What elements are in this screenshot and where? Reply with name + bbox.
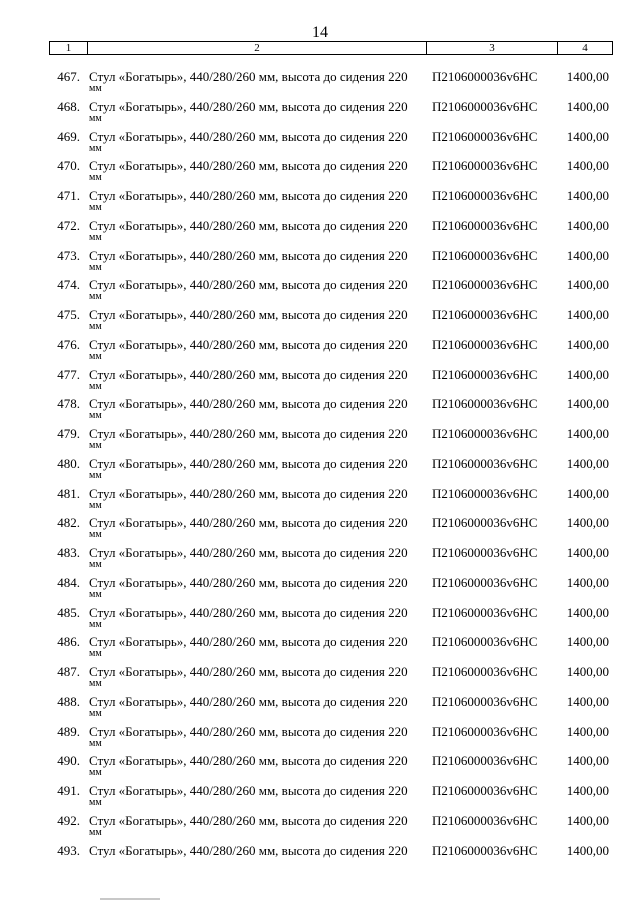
page-number: 14 — [312, 24, 328, 41]
item-name-continuation: мм — [89, 410, 102, 422]
item-price: 1400,00 — [566, 634, 609, 650]
row-number: 467. — [57, 69, 80, 84]
row-number: 468. — [57, 98, 80, 114]
column-header-1: 1 — [65, 42, 72, 54]
table-row — [0, 278, 640, 308]
row-number: 491. — [57, 783, 80, 798]
row-number: 473. — [57, 247, 80, 263]
item-name: Стул «Богатырь», 440/280/260 мм, высота до сидения 220 — [89, 693, 408, 709]
item-code: П2106000036v6НС — [432, 545, 538, 560]
item-name: Стул «Богатырь», 440/280/260 мм, высота до сидения 220 — [89, 336, 408, 352]
item-name-continuation: мм — [89, 261, 102, 273]
item-name-continuation: мм — [89, 588, 102, 600]
item-name: Стул «Богатырь», 440/280/260 мм, высота до сидения 220 — [89, 69, 408, 84]
item-price: 1400,00 — [566, 69, 609, 84]
row-number: 484. — [57, 574, 80, 590]
item-code: П2106000036v6НС — [432, 366, 538, 382]
row-number: 478. — [57, 396, 80, 412]
item-price: 1400,00 — [566, 366, 609, 382]
item-name: Стул «Богатырь», 440/280/260 мм, высота до сидения 220 — [89, 128, 408, 144]
item-price: 1400,00 — [566, 604, 609, 620]
item-name: Стул «Богатырь», 440/280/260 мм, высота до сидения 220 — [89, 515, 408, 531]
row-number: 483. — [57, 545, 80, 560]
item-price: 1400,00 — [566, 426, 609, 441]
item-code: П2106000036v6НС — [432, 247, 538, 263]
item-price: 1400,00 — [566, 812, 609, 828]
item-price: 1400,00 — [566, 188, 609, 203]
item-name: Стул «Богатырь», 440/280/260 мм, высота до сидения 220 — [89, 812, 408, 828]
item-name-continuation: мм — [89, 112, 102, 124]
table-row — [0, 576, 640, 606]
table-row — [0, 516, 640, 546]
table-row — [0, 754, 640, 784]
item-name: Стул «Богатырь», 440/280/260 мм, высота до сидения 220 — [89, 396, 408, 412]
item-code: П2106000036v6НС — [432, 277, 538, 293]
item-name: Стул «Богатырь», 440/280/260 мм, высота до сидения 220 — [89, 188, 408, 203]
item-code: П2106000036v6НС — [432, 307, 538, 322]
table-row — [0, 368, 640, 398]
item-name-continuation: мм — [89, 469, 102, 481]
table-row — [0, 725, 640, 755]
item-price: 1400,00 — [566, 842, 609, 858]
table-header — [49, 41, 613, 55]
item-name: Стул «Богатырь», 440/280/260 мм, высота до сидения 220 — [89, 664, 408, 679]
item-name: Стул «Богатырь», 440/280/260 мм, высота до сидения 220 — [89, 426, 408, 441]
row-number: 490. — [57, 753, 80, 769]
table-body — [0, 70, 640, 873]
row-number: 477. — [57, 366, 80, 382]
row-number: 472. — [57, 217, 80, 233]
item-code: П2106000036v6НС — [432, 842, 538, 858]
row-number: 481. — [57, 485, 80, 501]
row-number: 492. — [57, 812, 80, 828]
item-name-continuation: мм — [89, 648, 102, 660]
item-name: Стул «Богатырь», 440/280/260 мм, высота до сидения 220 — [89, 723, 408, 739]
table-row — [0, 814, 640, 844]
row-number: 469. — [57, 128, 80, 144]
item-price: 1400,00 — [566, 693, 609, 709]
item-code: П2106000036v6НС — [432, 336, 538, 352]
item-code: П2106000036v6НС — [432, 158, 538, 174]
table-row — [0, 338, 640, 368]
item-name: Стул «Богатырь», 440/280/260 мм, высота до сидения 220 — [89, 574, 408, 590]
item-name-continuation: мм — [89, 737, 102, 749]
item-name-continuation: мм — [89, 202, 102, 213]
row-number: 480. — [57, 455, 80, 471]
item-name: Стул «Богатырь», 440/280/260 мм, высота до сидения 220 — [89, 783, 408, 798]
item-price: 1400,00 — [566, 485, 609, 501]
item-price: 1400,00 — [566, 336, 609, 352]
item-code: П2106000036v6НС — [432, 753, 538, 769]
item-name: Стул «Богатырь», 440/280/260 мм, высота до сидения 220 — [89, 604, 408, 620]
row-number: 471. — [57, 188, 80, 203]
item-name: Стул «Богатырь», 440/280/260 мм, высота до сидения 220 — [89, 98, 408, 114]
item-name-continuation: мм — [89, 559, 102, 570]
item-code: П2106000036v6НС — [432, 783, 538, 798]
item-name-continuation: мм — [89, 707, 102, 719]
table-row — [0, 308, 640, 338]
table-row — [0, 695, 640, 725]
item-name-continuation: мм — [89, 142, 102, 154]
item-name-continuation: мм — [89, 797, 102, 808]
item-name-continuation: мм — [89, 440, 102, 451]
row-number: 475. — [57, 307, 80, 322]
table-row — [0, 397, 640, 427]
row-number: 476. — [57, 336, 80, 352]
item-name: Стул «Богатырь», 440/280/260 мм, высота до сидения 220 — [89, 307, 408, 322]
item-price: 1400,00 — [566, 307, 609, 322]
item-name-continuation: мм — [89, 291, 102, 303]
table-row — [0, 784, 640, 814]
item-price: 1400,00 — [566, 277, 609, 293]
row-number: 487. — [57, 664, 80, 679]
column-header-2: 2 — [254, 42, 260, 54]
item-code: П2106000036v6НС — [432, 396, 538, 412]
item-name-continuation: мм — [89, 172, 102, 184]
item-name-continuation: мм — [89, 618, 102, 630]
item-name-continuation: мм — [89, 826, 102, 838]
item-name: Стул «Богатырь», 440/280/260 мм, высота до сидения 220 — [89, 753, 408, 769]
table-row — [0, 635, 640, 665]
row-number: 488. — [57, 693, 80, 709]
item-price: 1400,00 — [566, 574, 609, 590]
item-code: П2106000036v6НС — [432, 664, 538, 679]
item-name-continuation: мм — [89, 83, 102, 94]
item-code: П2106000036v6НС — [432, 217, 538, 233]
table-row — [0, 427, 640, 457]
row-number: 479. — [57, 426, 80, 441]
item-price: 1400,00 — [566, 664, 609, 679]
item-price: 1400,00 — [566, 753, 609, 769]
item-code: П2106000036v6НС — [432, 604, 538, 620]
item-code: П2106000036v6НС — [432, 188, 538, 203]
item-name-continuation: мм — [89, 767, 102, 779]
table-row — [0, 130, 640, 160]
item-price: 1400,00 — [566, 396, 609, 412]
scan-artifact — [100, 898, 160, 900]
item-name: Стул «Богатырь», 440/280/260 мм, высота до сидения 220 — [89, 277, 408, 293]
row-number: 485. — [57, 604, 80, 620]
item-code: П2106000036v6НС — [432, 455, 538, 471]
item-price: 1400,00 — [566, 515, 609, 531]
row-number: 474. — [57, 277, 80, 293]
table-row — [0, 159, 640, 189]
item-name: Стул «Богатырь», 440/280/260 мм, высота до сидения 220 — [89, 634, 408, 650]
item-name: Стул «Богатырь», 440/280/260 мм, высота до сидения 220 — [89, 158, 408, 174]
item-name-continuation: мм — [89, 678, 102, 689]
item-name: Стул «Богатырь», 440/280/260 мм, высота до сидения 220 — [89, 217, 408, 233]
item-price: 1400,00 — [566, 545, 609, 560]
table-row — [0, 249, 640, 279]
item-code: П2106000036v6НС — [432, 426, 538, 441]
item-name: Стул «Богатырь», 440/280/260 мм, высота до сидения 220 — [89, 366, 408, 382]
item-code: П2106000036v6НС — [432, 485, 538, 501]
row-number: 493. — [57, 842, 80, 858]
column-header-3: 3 — [489, 42, 495, 54]
item-name: Стул «Богатырь», 440/280/260 мм, высота до сидения 220 — [89, 247, 408, 263]
item-price: 1400,00 — [566, 217, 609, 233]
item-code: П2106000036v6НС — [432, 515, 538, 531]
table-row — [0, 70, 640, 100]
item-name: Стул «Богатырь», 440/280/260 мм, высота до сидения 220 — [89, 545, 408, 560]
item-code: П2106000036v6НС — [432, 693, 538, 709]
item-code: П2106000036v6НС — [432, 574, 538, 590]
row-number: 470. — [57, 158, 80, 174]
item-code: П2106000036v6НС — [432, 723, 538, 739]
item-name-continuation: мм — [89, 380, 102, 392]
table-row — [0, 546, 640, 576]
item-name: Стул «Богатырь», 440/280/260 мм, высота до сидения 220 — [89, 842, 408, 858]
item-price: 1400,00 — [566, 783, 609, 798]
item-name-continuation: мм — [89, 499, 102, 511]
item-name-continuation: мм — [89, 529, 102, 541]
row-number: 482. — [57, 515, 80, 531]
item-price: 1400,00 — [566, 128, 609, 144]
item-price: 1400,00 — [566, 158, 609, 174]
item-code: П2106000036v6НС — [432, 812, 538, 828]
table-row — [0, 665, 640, 695]
row-number: 489. — [57, 723, 80, 739]
item-name: Стул «Богатырь», 440/280/260 мм, высота до сидения 220 — [89, 485, 408, 501]
table-row — [0, 219, 640, 249]
item-name-continuation: мм — [89, 350, 102, 362]
item-code: П2106000036v6НС — [432, 69, 538, 84]
item-price: 1400,00 — [566, 723, 609, 739]
table-row — [0, 606, 640, 636]
item-name: Стул «Богатырь», 440/280/260 мм, высота до сидения 220 — [89, 455, 408, 471]
item-price: 1400,00 — [566, 247, 609, 263]
column-header-4: 4 — [582, 42, 588, 54]
item-price: 1400,00 — [566, 98, 609, 114]
item-name-continuation: мм — [89, 231, 102, 243]
table-row — [0, 844, 640, 874]
table-row — [0, 457, 640, 487]
item-code: П2106000036v6НС — [432, 128, 538, 144]
table-row — [0, 189, 640, 219]
item-price: 1400,00 — [566, 455, 609, 471]
table-row — [0, 100, 640, 130]
item-name-continuation: мм — [89, 321, 102, 332]
item-code: П2106000036v6НС — [432, 98, 538, 114]
row-number: 486. — [57, 634, 80, 650]
item-code: П2106000036v6НС — [432, 634, 538, 650]
table-row — [0, 487, 640, 517]
